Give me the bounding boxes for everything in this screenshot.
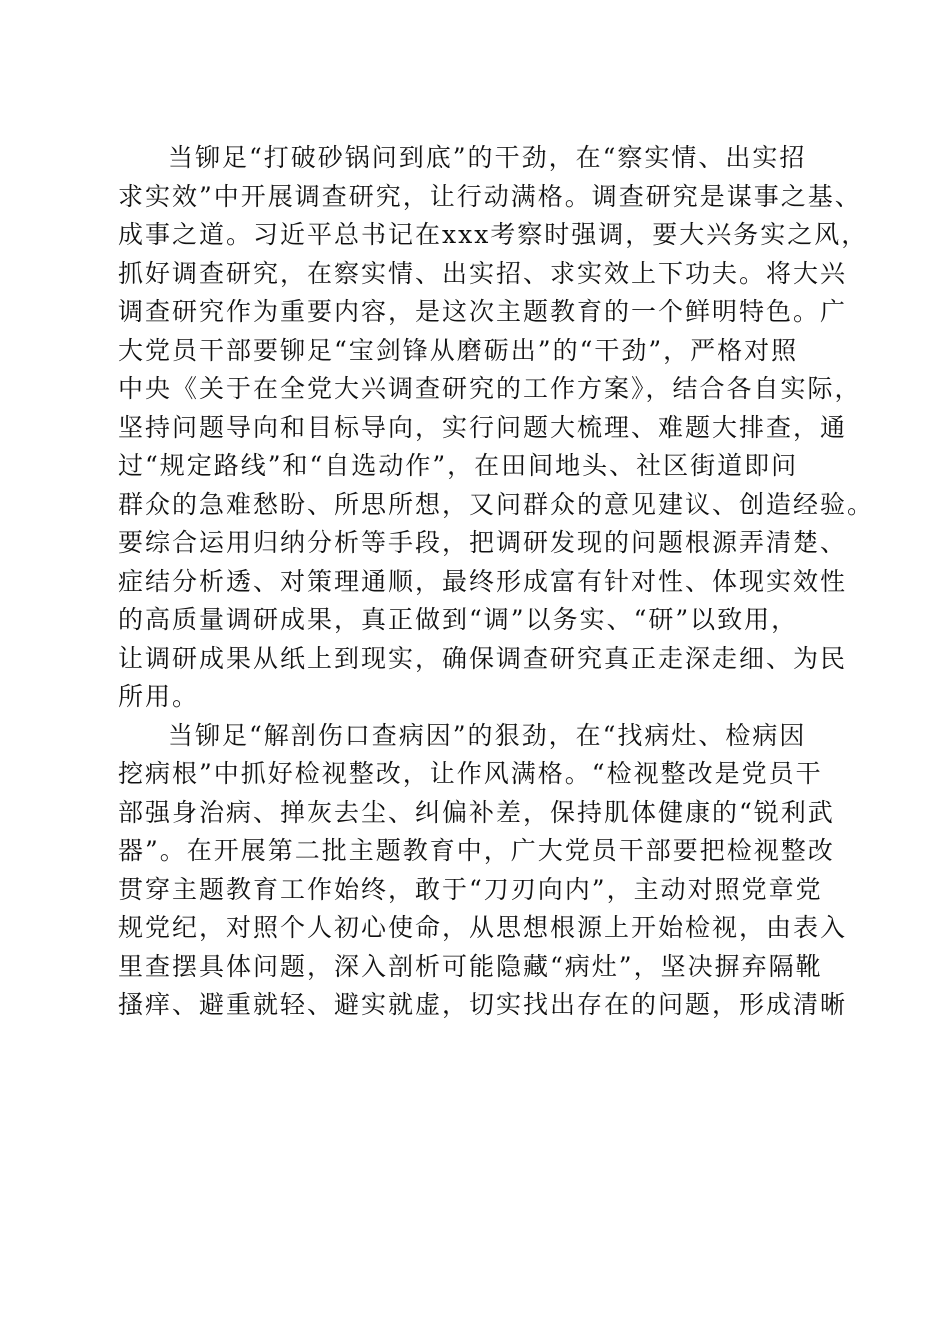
text-line: 所用。 <box>118 682 200 711</box>
text-line: 器”。在开展第二批主题教育中，广大党员干部要把检视整改 <box>118 836 835 865</box>
text-line: 部强身治病、掸灰去尘、纠偏补差，保持肌体健康的“锐利武 <box>118 797 835 827</box>
text-line: 过“规定路线”和“自选动作”，在田间地头、社区街道即问 <box>118 451 799 480</box>
text-line: 搔痒、避重就轻、避实就虚，切实找出存在的问题，形成清晰 <box>118 990 848 1019</box>
text-line: 的高质量调研成果，真正做到“调”以务实、“研”以致用， <box>118 605 799 634</box>
text-line: 调查研究作为重要内容，是这次主题教育的一个鲜明特色。广 <box>118 297 848 326</box>
text-line: 抓好调查研究，在察实情、出实招、求实效上下功夫。将大兴 <box>118 258 848 288</box>
text-line: 让调研成果从纸上到现实，确保调查研究真正走深走细、为民 <box>118 643 848 673</box>
document-body <box>118 139 875 1025</box>
text-line: 大党员干部要铆足“宝剑锋从磨砺出”的“干劲”，严格对照 <box>118 335 799 365</box>
text-line: 要综合运用归纳分析等手段，把调研发现的问题根源弄清楚、 <box>118 528 848 557</box>
text-line: 坚持问题导向和目标导向，实行问题大梳理、难题大排查，通 <box>118 412 848 442</box>
text-line: 里查摆具体问题，深入剖析可能隐藏“病灶”，坚决摒弃隔靴 <box>118 951 823 981</box>
text-line: 挖病根”中抓好检视整改，让作风满格。“检视整改是党员干 <box>118 759 823 788</box>
text-line: 群众的急难愁盼、所思所想，又问群众的意见建议、创造经验。 <box>118 489 875 519</box>
paragraph-research <box>118 139 875 717</box>
paragraph-rectification <box>118 717 848 1025</box>
text-line: 当铆足“解剖伤口查病因”的狠劲，在“找病灶、检病因 <box>168 720 807 750</box>
text-line: 贯穿主题教育工作始终，敢于“刀刃向内”，主动对照党章党 <box>118 874 823 904</box>
text-line: 中央《关于在全党大兴调查研究的工作方案》，结合各自实际， <box>118 374 862 403</box>
text-line: 规党纪，对照个人初心使命，从思想根源上开始检视，由表入 <box>118 913 848 942</box>
text-line: 当铆足“打破砂锅问到底”的干劲，在“察实情、出实招 <box>168 143 807 172</box>
text-line: 成事之道。习近平总书记在xxx考察时强调，要大兴务实之风， <box>118 220 869 249</box>
text-line: 症结分析透、对策理通顺，最终形成富有针对性、体现实效性 <box>118 566 848 596</box>
text-line: 求实效”中开展调查研究，让行动满格。调查研究是谋事之基、 <box>118 181 862 211</box>
